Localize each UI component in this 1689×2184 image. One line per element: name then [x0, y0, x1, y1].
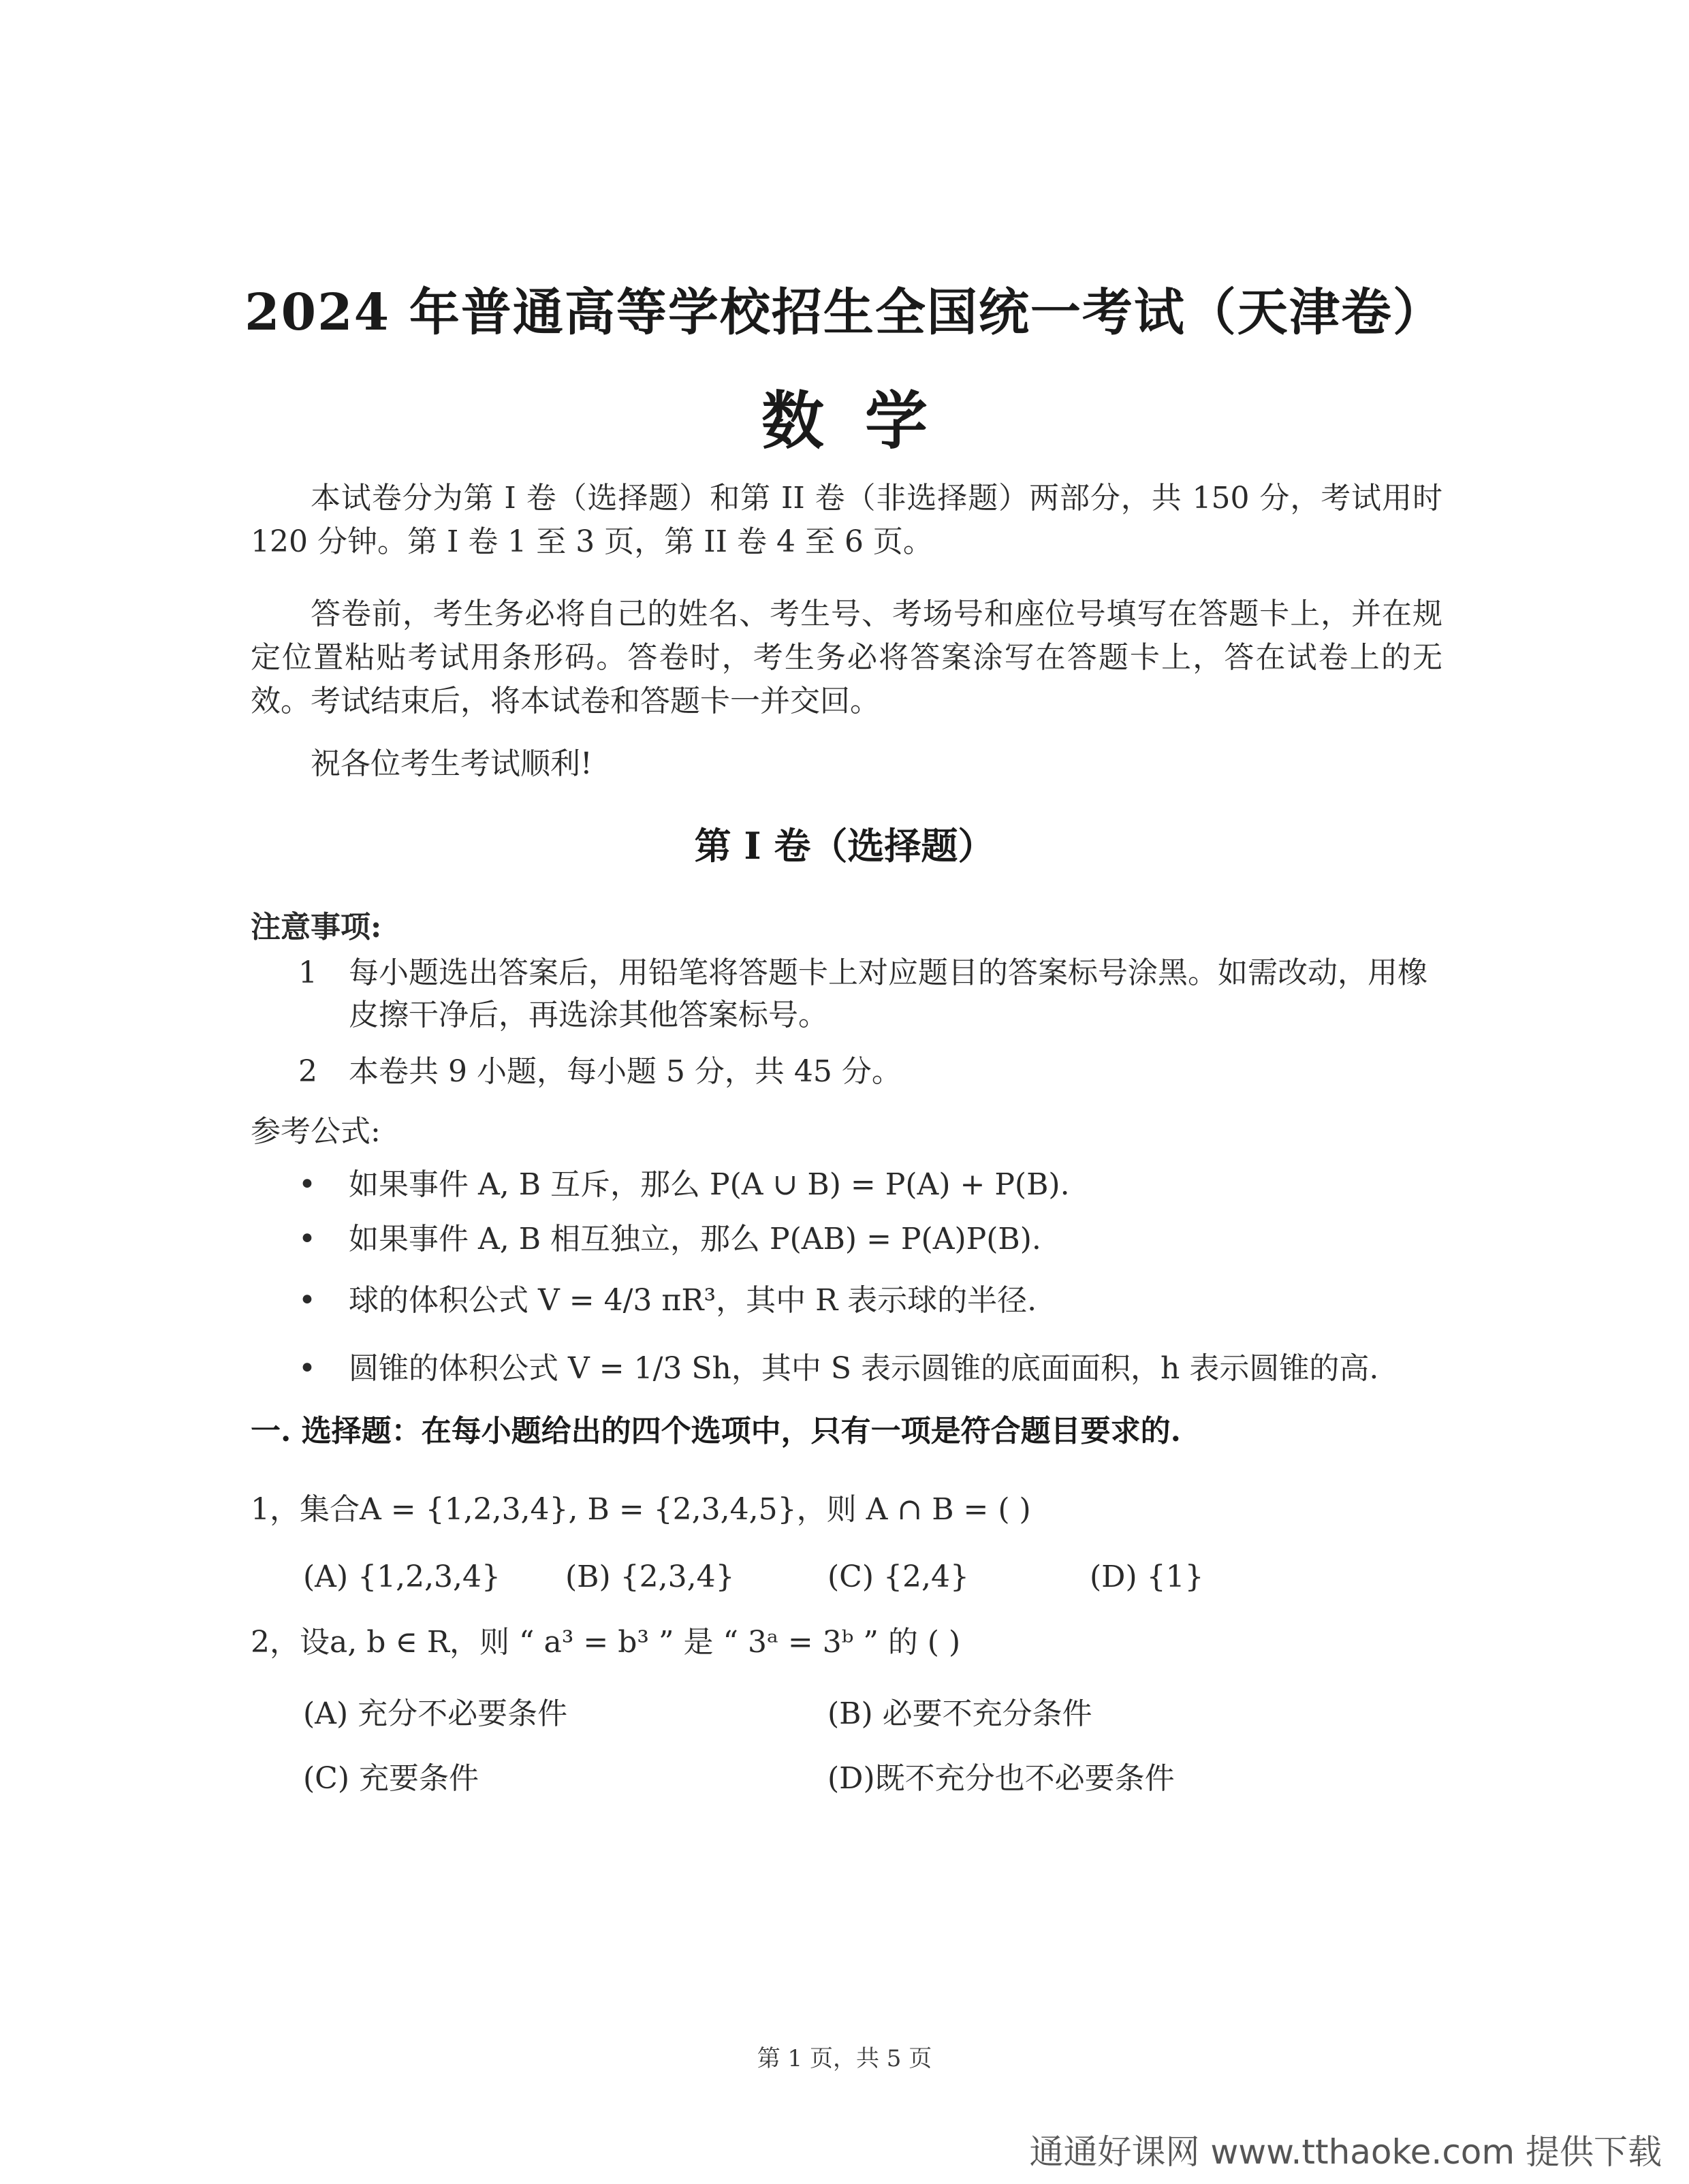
note-text: 本卷共 9 小题，每小题 5 分，共 45 分。 — [349, 1054, 902, 1089]
intro-paragraph-3: 祝各位考生考试顺利! — [311, 746, 593, 781]
option-a: (A) {1,2,3,4} — [303, 1560, 501, 1594]
note-text: 每小题选出答案后，用铅笔将答题卡上对应题目的答案标号涂黑。如需改动，用橡皮擦干净后，再选涂其他答案标号。 — [349, 955, 1427, 1032]
note-item — [298, 1051, 1449, 1093]
intro-paragraph-2: 答卷前，考生务必将自己的姓名、考生号、考场号和座位号填写在答题卡上，并在规定位置粘贴考试用条形码。答卷时，考生务必将答案涂写在答题卡上，答在试卷上的无效。考试结束后，将本试卷和答题卡一并交回。 — [251, 597, 1442, 718]
formula-item — [298, 1345, 1456, 1393]
formula-item — [298, 1277, 1456, 1325]
notes-heading: 注意事项: — [251, 910, 382, 945]
formula-text: 如果事件 A, B 相互独立，那么 P(AB) = P(A)P(B). — [349, 1222, 1041, 1256]
option-d: (D)既不充分也不必要条件 — [827, 1761, 1175, 1796]
formula-text: 如果事件 A, B 互斥，那么 P(A ∪ B) = P(A) + P(B). — [349, 1167, 1070, 1202]
bullet-icon: • — [298, 1167, 316, 1202]
formula-item — [298, 1161, 1456, 1209]
formula-text: 圆锥的体积公式 V = 1/3 Sh，其中 S 表示圆锥的底面面积，h 表示圆锥的高. — [349, 1351, 1379, 1386]
option-b: (B) {2,3,4} — [565, 1560, 735, 1594]
formulas-heading: 参考公式: — [251, 1114, 381, 1149]
option-a: (A) 充分不必要条件 — [303, 1696, 568, 1731]
exam-title: 2024 年普通高等学校招生全国统一考试（天津卷） — [244, 283, 1445, 342]
bullet-icon: • — [298, 1283, 316, 1318]
note-item — [298, 952, 1449, 1036]
option-c: (C) {2,4} — [827, 1560, 969, 1594]
formula-item — [298, 1216, 1456, 1263]
option-d: (D) {1} — [1090, 1560, 1204, 1594]
option-b: (B) 必要不充分条件 — [827, 1696, 1092, 1731]
section-title: 第 I 卷（选择题） — [694, 824, 995, 868]
note-number: 2 — [298, 1054, 317, 1089]
note-number: 1 — [298, 955, 317, 990]
option-c: (C) 充要条件 — [303, 1761, 479, 1796]
page-number: 第 1 页，共 5 页 — [757, 2045, 932, 2072]
subject-title: 数学 — [761, 384, 968, 458]
bullet-icon: • — [298, 1351, 316, 1386]
intro-paragraph-1: 本试卷分为第 I 卷（选择题）和第 II 卷（非选择题）两部分，共 150 分，考试用时 120 分钟。第 I 卷 1 至 3 页，第 II 卷 4 至 6 页。 — [251, 481, 1442, 559]
question-stem: 2，设a, b ∈ R，则 “ a³ = b³ ” 是 “ 3ᵃ = 3ᵇ ” 的 ( ) — [251, 1625, 961, 1660]
part-heading: 一. 选择题：在每小题给出的四个选项中，只有一项是符合题目要求的. — [251, 1414, 1181, 1449]
formula-text: 球的体积公式 V = 4/3 πR³，其中 R 表示球的半径. — [349, 1283, 1037, 1318]
question-stem: 1，集合A = {1,2,3,4}, B = {2,3,4,5}，则 A ∩ B = ( ) — [251, 1492, 1031, 1527]
bullet-icon: • — [298, 1222, 316, 1256]
watermark: 通通好课网 www.tthaoke.com 提供下载 — [1029, 2132, 1662, 2172]
